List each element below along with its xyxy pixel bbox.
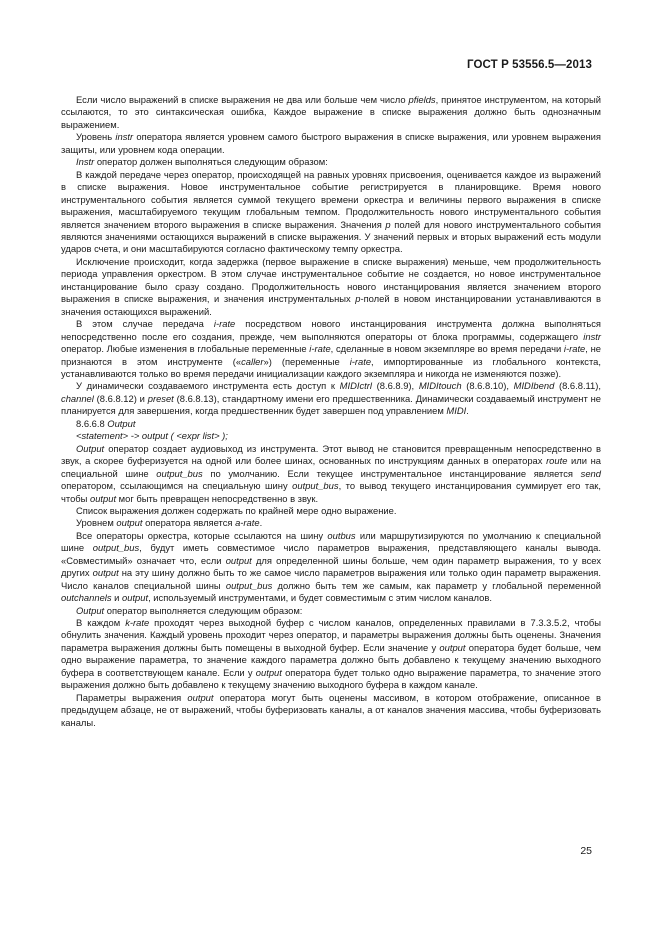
body-text xyxy=(61,94,601,729)
text-run: Параметры выражения xyxy=(76,691,188,703)
text-run: Список выражения должен содержать по крайней мере одно выражение. xyxy=(76,504,397,516)
text-run: и xyxy=(111,592,123,604)
italic-term: instr xyxy=(115,131,134,143)
italic-term: MIDIbend xyxy=(513,380,555,392)
italic-term: i-rate xyxy=(213,318,236,330)
italic-term: preset xyxy=(147,392,174,404)
italic-term: Output xyxy=(76,442,105,454)
text-run: ») (переменные xyxy=(263,355,350,367)
italic-term: instr xyxy=(583,330,601,342)
standard-header: ГОСТ Р 53556.5—2013 xyxy=(467,59,592,71)
paragraph xyxy=(61,430,601,442)
italic-term: Output xyxy=(76,604,105,616)
text-run: проходят через выходной буфер с числом каналов, определенных правилами в 7.3.3.5.2, чтобы обнулить значения. Каждый уровень проходит через оператор, и параметры выражения должны быть оценены. Значения параметра выражения должны быть помещены в выходной буфер. Если значение у xyxy=(61,617,601,653)
paragraph xyxy=(61,318,601,380)
italic-term: k-rate xyxy=(125,617,150,629)
text-run: , будут иметь совместимое число параметров выражения, представляющего каналы вывода. «Совместимый» означает что, если xyxy=(61,542,601,566)
text-run: полей для нового инструментального события являются значениями остающихся выражений в списке выражения. У значений первых и вторых выражений есть модули ударов счета, и они масштабируются согласно фактическому темпу оркестра. xyxy=(61,218,601,255)
text-run: (8.6.8.13), стандартному имени его предшественника. Динамически создаваемый инструмент не планируется для завершения, когда предшественник будет завершен под управлением xyxy=(61,392,601,417)
text-run: , сделанные в новом экземпляре во время передачи xyxy=(330,343,564,355)
text-run: оператора будет только одно выражение параметра, то значение этого выражения должно быть добавлено к текущему значению выходного буфера в каждом канале. xyxy=(61,666,602,691)
page-number: 25 xyxy=(580,845,592,857)
paragraph xyxy=(61,256,601,318)
italic-term: output_bus xyxy=(225,579,273,591)
text-run: Уровнем xyxy=(76,517,117,529)
italic-term: outchannels xyxy=(61,592,112,604)
paragraph xyxy=(61,605,601,617)
text-run: , принятое инструментом, на который ссылаются, то это синтаксическая ошибка, Каждое выражение в списке выражения должно быть однозначным выражением. xyxy=(61,94,601,130)
italic-term: output xyxy=(122,592,149,604)
italic-term: p xyxy=(355,293,361,305)
paragraph xyxy=(61,156,601,168)
italic-term: MIDItouch xyxy=(418,380,462,392)
italic-term: Instr xyxy=(76,156,95,168)
paragraph xyxy=(61,517,601,529)
text-run: В каждом xyxy=(76,617,126,629)
paragraph xyxy=(61,505,601,517)
text-run: мог быть превращен непосредственно в звук. xyxy=(116,492,319,504)
paragraph xyxy=(61,131,601,156)
italic-term: pfields xyxy=(408,94,436,105)
text-run: (8.6.8.12) и xyxy=(93,392,148,404)
text-run: оператор выполняется следующим образом: xyxy=(104,604,303,616)
italic-term: caller xyxy=(241,355,264,367)
paragraph xyxy=(61,692,601,729)
text-run: -полей в новом инстанцировании устанавливаются в значения остающихся выражений. xyxy=(61,293,601,317)
italic-term: send xyxy=(580,467,601,479)
text-run: (8.6.8.9), xyxy=(371,380,419,392)
text-run: Исключение происходит, когда задержка (первое выражение в списке выражения) меньше, чем продолжительность периода управления оркестром. В этом случае инструментальное событие не создается, но новое инструментальное инстанцирование было сразу создано. Продолжительность нового инстанцирования является значением второго выражения в списке выражения, и значения инструментальных xyxy=(61,255,601,305)
text-run: оператора является xyxy=(142,517,236,529)
text-run: по умолчанию. Если текущее инструментальное инстанцирование является xyxy=(202,467,581,479)
italic-term: output_bus xyxy=(92,542,140,554)
text-run: для определенной шины больше, чем один параметр выражения, то у всех других xyxy=(61,554,602,579)
text-run: оператора могут быть оценены массивом, в котором отображение, описанное в предыдущем абзаце, не от выражений, чтобы буферизовать каналы, а от каналов значения массива, чтобы буферизовать каналы. xyxy=(61,691,601,728)
italic-term: output xyxy=(90,492,117,504)
text-run: , импортированные из глобального контекста, устанавливаются только во время передачи инициализации каждого экземпляра и никогда не изменяются позже). xyxy=(61,355,602,379)
text-run: должно быть тем же самым, как параметр у глобальной переменной xyxy=(272,579,601,591)
text-run: Если число выражений в списке выражения не два или больше чем число xyxy=(76,94,409,105)
text-run: , то вывод текущего инстанцирования суммирует его так, чтобы xyxy=(61,480,602,504)
text-run: . xyxy=(259,517,263,529)
paragraph xyxy=(61,94,601,131)
italic-term: output xyxy=(116,517,143,529)
text-run: на эту шину должно быть то же самое число параметров выражения или только один параметр выражения. Число каналов специальной шины xyxy=(61,567,601,591)
italic-term: i-rate xyxy=(309,343,331,355)
text-run: оператор создает аудиовыход из инструмента. Этот вывод не становится превращенным непосредственно в звук, а скорее буферизуется на одной или более шинах, основанных по инструкциям данных в операторах xyxy=(61,442,601,467)
italic-term: p xyxy=(385,218,391,230)
italic-term: channel xyxy=(61,392,94,404)
text-run: или маршрутизируются по умолчанию к специальной шине xyxy=(61,529,602,554)
text-run: оператор. Любые изменения в глобальные переменные xyxy=(61,343,310,355)
italic-term: output_bus xyxy=(292,480,339,492)
italic-term: Output xyxy=(107,417,136,429)
paragraph xyxy=(61,169,601,256)
text-run: У динамически создаваемого инструмента есть доступ к xyxy=(76,380,340,392)
italic-term: outbus xyxy=(327,529,356,541)
italic-term: a-rate xyxy=(235,517,260,529)
italic-term: output xyxy=(187,691,214,703)
text-run: . xyxy=(466,405,469,417)
italic-term: output xyxy=(439,641,466,653)
paragraph xyxy=(61,443,601,505)
text-run: , используемый инструментами, и будет совместимым с этим числом каналов. xyxy=(148,592,492,604)
text-run: 8.6.6.8 xyxy=(76,417,108,429)
text-run: (8.6.8.10), xyxy=(461,380,514,392)
paragraph xyxy=(61,617,601,692)
italic-term: output xyxy=(255,666,282,678)
text-run: Все операторы оркестра, которые ссылаются на шину xyxy=(76,529,328,541)
italic-term: MIDI xyxy=(446,405,467,417)
italic-term: MIDIctrl xyxy=(339,380,372,392)
italic-term: output xyxy=(225,554,252,566)
text-run: В каждой передаче через оператор, происходящей на равных уровнях присвоения, оценивается каждое из выражений в списке выражения. Новое инструментальное событие регистрируется в планировщике. Время нового инструментального события является суммой текущего времени оркестра и величины первого выражения в списке выражения, масштабируемого текущим глобальным темпом. Продолжительность нового инструментального события является значением второго выражения в списке выражения. Значения xyxy=(61,168,601,230)
paragraph xyxy=(61,380,601,417)
italic-term: output_bus xyxy=(156,467,203,479)
text-run: В этом случае передача xyxy=(76,318,214,330)
italic-term: output xyxy=(92,567,119,579)
italic-term: i-rate xyxy=(563,343,586,355)
text-run: оператор должен выполняться следующим образом: xyxy=(94,156,328,168)
text-run: , не признаются в этом инструменте (« xyxy=(61,343,601,367)
italic-term: i-rate xyxy=(349,355,372,367)
italic-term: route xyxy=(546,455,568,467)
text-run: (8.6.8.11), xyxy=(554,380,602,392)
paragraph xyxy=(61,530,601,605)
italic-term: <statement> -> output ( <expr list> ); xyxy=(76,430,228,442)
text-run: оператором, ссылающимся на специальную шину xyxy=(61,480,293,492)
text-run: или на специальной шине xyxy=(61,455,601,479)
text-run: Уровень xyxy=(76,131,116,143)
text-run: оператора является уровнем самого быстрого выражения в списке выражения, или уровнем выражения защиты, или уровнем кода операции. xyxy=(61,131,601,155)
paragraph xyxy=(61,418,601,430)
text-run: посредством нового инстанцирования инструмента должна выполняться непосредственно после его создания, прежде, чем выполняются операторы от блока программы, содержащего xyxy=(61,318,602,342)
text-run: оператора будет больше, чем одно выражение параметра, то значение каждого параметра должно быть добавлено к текущему значению выходного буфера в соответствующем канале. Если у xyxy=(61,641,601,678)
